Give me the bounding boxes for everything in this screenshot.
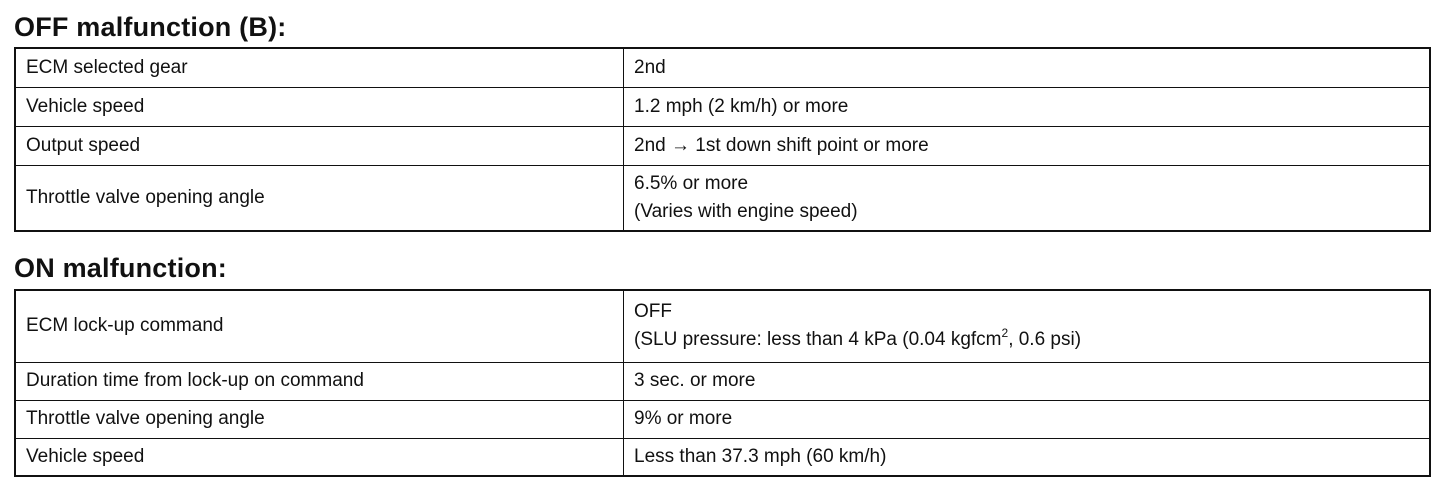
on-malfunction-table [14,289,1431,477]
table-row [15,48,1430,87]
off-malfunction-table [14,47,1431,232]
row-value-line: (Varies with engine speed) [634,200,858,222]
row-label: Output speed [15,126,624,165]
row-value: 2nd [624,48,1431,87]
row-label: Throttle valve opening angle [15,165,624,231]
table-row [15,362,1430,400]
table-row [15,438,1430,476]
section-heading-on-malfunction: ON malfunction: [14,253,227,283]
row-value: 1.2 mph (2 km/h) or more [624,87,1431,126]
superscript: 2 [1001,326,1009,341]
row-label: Throttle valve opening angle [15,400,624,438]
row-value-line: 6.5% or more [634,172,749,194]
row-label: Vehicle speed [15,438,624,476]
table-row [15,87,1430,126]
row-value: 9% or more [624,400,1431,438]
table-row [15,400,1430,438]
row-label: Duration time from lock-up on command [15,362,624,400]
row-value: 2nd → 1st down shift point or more [624,126,1431,165]
section-heading-off-malfunction: OFF malfunction (B): [14,12,287,42]
row-value [624,165,1431,231]
slu-pressure-text: (SLU pressure: less than 4 kPa (0.04 kgfcm [634,329,1002,351]
table-row [15,126,1430,165]
table-row [15,165,1430,231]
row-value: Less than 37.3 mph (60 km/h) [624,438,1431,476]
row-value: 3 sec. or more [624,362,1431,400]
row-label: ECM lock-up command [15,290,624,362]
table-row [15,290,1430,362]
row-label: ECM selected gear [15,48,624,87]
row-value-line [634,326,1419,354]
row-value-line: OFF [634,301,672,323]
row-label: Vehicle speed [15,87,624,126]
slu-pressure-text-end: , 0.6 psi) [1008,329,1082,351]
row-value [624,290,1431,362]
